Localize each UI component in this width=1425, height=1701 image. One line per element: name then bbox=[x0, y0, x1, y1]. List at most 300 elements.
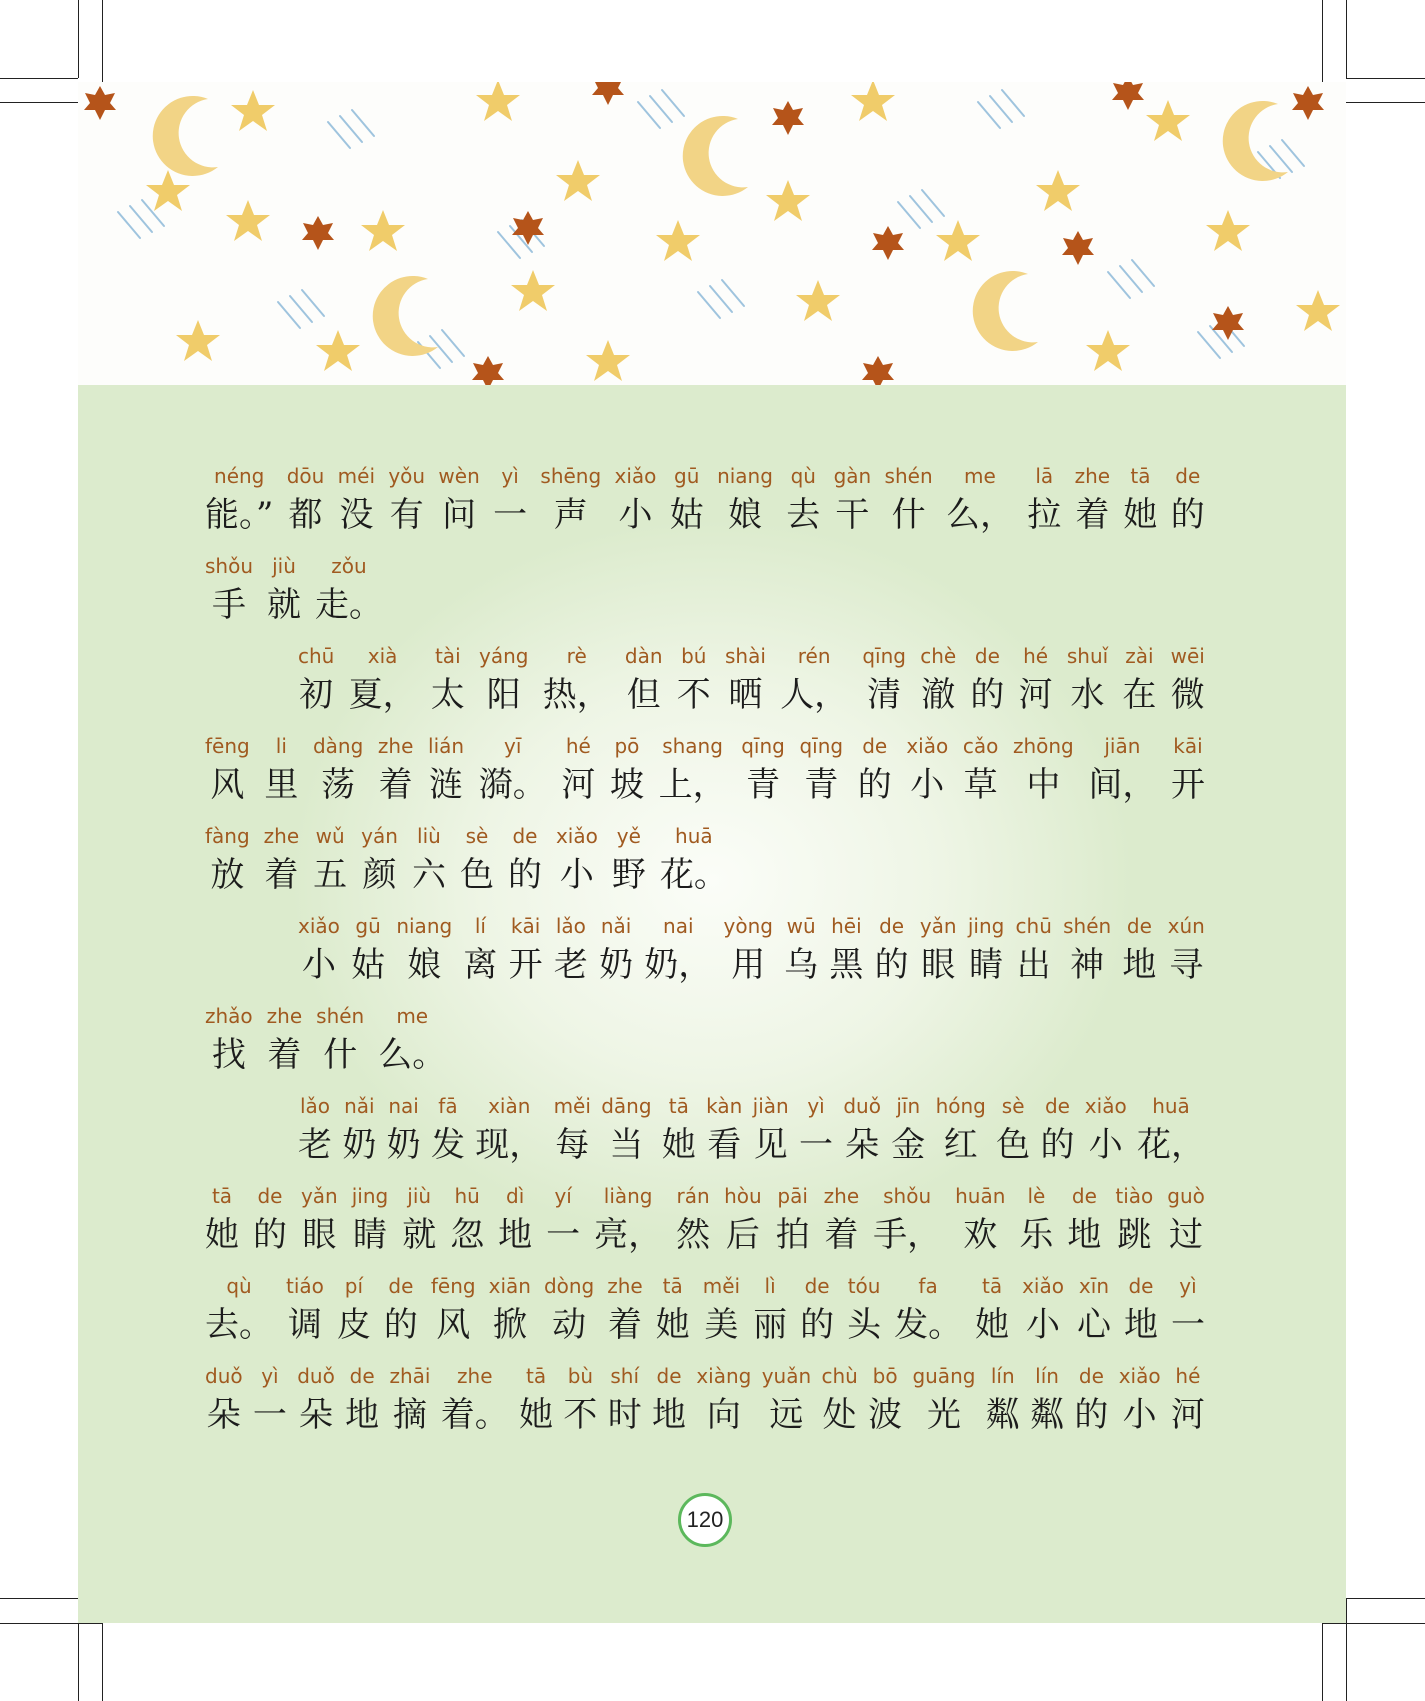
pinyin: wǔ bbox=[315, 824, 345, 848]
character-unit bbox=[608, 1362, 642, 1440]
hanzi: 里 bbox=[264, 765, 299, 805]
pinyin: jiù bbox=[272, 554, 296, 578]
hanzi: 声 bbox=[553, 495, 588, 535]
pinyin: zhe bbox=[263, 824, 300, 848]
character-unit bbox=[345, 1362, 379, 1440]
pinyin: xiǎo bbox=[1022, 1274, 1064, 1298]
hanzi: 上， bbox=[658, 765, 727, 805]
character-unit bbox=[784, 912, 818, 990]
pinyin: méi bbox=[337, 464, 375, 488]
pinyin: dì bbox=[506, 1184, 525, 1208]
pinyin: lā bbox=[1035, 464, 1054, 488]
character-unit bbox=[1167, 1182, 1205, 1260]
pinyin: qīng bbox=[799, 734, 844, 758]
character-unit bbox=[361, 822, 398, 900]
pinyin: de bbox=[1078, 1364, 1104, 1388]
character-unit bbox=[936, 1092, 986, 1170]
hanzi: 光 bbox=[926, 1395, 961, 1435]
pinyin: hé bbox=[1175, 1364, 1201, 1388]
pinyin: xīn bbox=[1078, 1274, 1109, 1298]
character-unit bbox=[540, 462, 601, 540]
hanzi: 的 bbox=[1170, 495, 1205, 535]
pinyin: dōu bbox=[286, 464, 325, 488]
pinyin: liàng bbox=[603, 1184, 653, 1208]
hanzi: 什 bbox=[891, 495, 926, 535]
hanzi: 微 bbox=[1170, 675, 1205, 715]
character-unit bbox=[313, 822, 347, 900]
crop-mark bbox=[1322, 1623, 1323, 1701]
pinyin: jiàn bbox=[752, 1094, 789, 1118]
character-unit bbox=[378, 732, 413, 810]
character-unit bbox=[800, 1272, 834, 1350]
pinyin: tiào bbox=[1115, 1184, 1154, 1208]
character-unit bbox=[342, 1092, 376, 1170]
character-unit bbox=[963, 732, 999, 810]
character-unit bbox=[1067, 1182, 1101, 1260]
pinyin: lì bbox=[764, 1274, 776, 1298]
hanzi: 澈 bbox=[921, 675, 956, 715]
pinyin: lí bbox=[474, 914, 486, 938]
hanzi: 时 bbox=[607, 1395, 642, 1435]
character-unit bbox=[843, 1092, 881, 1170]
character-unit bbox=[1067, 642, 1108, 720]
character-unit bbox=[1016, 912, 1052, 990]
hanzi: 花。 bbox=[659, 855, 728, 895]
hanzi: 着 bbox=[824, 1215, 859, 1255]
character-unit bbox=[696, 1362, 751, 1440]
character-unit bbox=[786, 462, 820, 540]
pinyin: zài bbox=[1125, 644, 1154, 668]
hanzi: 一 bbox=[546, 1215, 581, 1255]
hanzi: 朵 bbox=[206, 1395, 241, 1435]
hanzi: 出 bbox=[1016, 945, 1051, 985]
character-unit bbox=[873, 1182, 941, 1260]
hanzi: 她 bbox=[975, 1305, 1010, 1345]
character-unit bbox=[493, 462, 527, 540]
hanzi: 调 bbox=[287, 1305, 322, 1345]
character-unit bbox=[906, 732, 948, 810]
hanzi: 有 bbox=[389, 495, 424, 535]
pinyin: fàng bbox=[205, 824, 250, 848]
hanzi: 找 bbox=[211, 1035, 246, 1075]
character-unit bbox=[1027, 462, 1061, 540]
character-unit bbox=[543, 642, 611, 720]
character-unit bbox=[612, 822, 646, 900]
character-unit bbox=[298, 912, 340, 990]
character-unit bbox=[463, 912, 497, 990]
pinyin: chù bbox=[821, 1364, 858, 1388]
hanzi: 睛 bbox=[352, 1215, 387, 1255]
hanzi: 就 bbox=[402, 1215, 437, 1255]
hanzi: 六 bbox=[411, 855, 446, 895]
hanzi: 的 bbox=[800, 1305, 835, 1345]
pinyin: hū bbox=[454, 1184, 480, 1208]
pinyin: de bbox=[974, 644, 1000, 668]
character-unit bbox=[205, 1002, 253, 1080]
character-unit bbox=[431, 1272, 476, 1350]
pinyin: tā bbox=[526, 1364, 547, 1388]
hanzi: 金 bbox=[891, 1125, 926, 1165]
text-line bbox=[205, 1272, 1205, 1350]
hanzi: 发 bbox=[430, 1125, 465, 1165]
hanzi: 着 bbox=[267, 1035, 302, 1075]
pinyin: bù bbox=[567, 1364, 594, 1388]
character-unit bbox=[824, 1182, 859, 1260]
hanzi: 水 bbox=[1070, 675, 1105, 715]
character-unit bbox=[396, 912, 452, 990]
character-unit bbox=[1085, 1092, 1127, 1170]
character-unit bbox=[287, 462, 325, 540]
character-unit bbox=[351, 912, 385, 990]
pinyin: hóng bbox=[935, 1094, 986, 1118]
hanzi: 地 bbox=[1122, 945, 1157, 985]
pinyin: xiǎo bbox=[614, 464, 657, 488]
character-unit bbox=[1022, 1272, 1064, 1350]
character-unit bbox=[338, 462, 375, 540]
pinyin: de bbox=[1071, 1184, 1097, 1208]
pinyin: cǎo bbox=[962, 734, 999, 758]
hanzi: 小 bbox=[301, 945, 336, 985]
pinyin: tā bbox=[662, 1274, 683, 1298]
pinyin: xiǎo bbox=[298, 914, 340, 938]
pinyin: wèn bbox=[438, 464, 480, 488]
hanzi: 着。 bbox=[440, 1395, 509, 1435]
hanzi: 的 bbox=[1074, 1395, 1109, 1435]
hanzi: 拍 bbox=[775, 1215, 810, 1255]
decorative-banner bbox=[78, 82, 1346, 385]
pinyin: de bbox=[1128, 1274, 1154, 1298]
text-line bbox=[205, 552, 1205, 630]
hanzi: 青 bbox=[804, 765, 839, 805]
pinyin: shài bbox=[725, 644, 766, 668]
hanzi: 热， bbox=[542, 675, 611, 715]
character-unit bbox=[946, 462, 1014, 540]
pinyin: dāng bbox=[601, 1094, 652, 1118]
pinyin: shuǐ bbox=[1066, 644, 1109, 668]
character-unit bbox=[725, 642, 766, 720]
pinyin: xiǎo bbox=[1084, 1094, 1127, 1118]
character-unit bbox=[316, 1002, 364, 1080]
character-unit bbox=[676, 1182, 710, 1260]
hanzi: 清 bbox=[867, 675, 902, 715]
pinyin: guāng bbox=[912, 1364, 976, 1388]
hanzi: 都 bbox=[288, 495, 323, 535]
character-unit bbox=[1171, 1272, 1205, 1350]
hanzi: 地 bbox=[1123, 1305, 1158, 1345]
hanzi: 的 bbox=[874, 945, 909, 985]
hanzi: 现， bbox=[475, 1125, 544, 1165]
character-unit bbox=[821, 1362, 857, 1440]
character-unit bbox=[706, 1092, 742, 1170]
character-unit bbox=[986, 1362, 1020, 1440]
pinyin: nǎi bbox=[600, 914, 632, 938]
hanzi: 初 bbox=[299, 675, 334, 715]
hanzi: 颜 bbox=[362, 855, 397, 895]
hanzi: 红 bbox=[943, 1125, 978, 1165]
character-unit bbox=[460, 822, 494, 900]
crop-mark bbox=[1322, 1623, 1425, 1624]
pinyin: shēng bbox=[540, 464, 602, 488]
hanzi: 奶 bbox=[386, 1125, 421, 1165]
character-unit bbox=[205, 732, 250, 810]
pinyin: hé bbox=[1023, 644, 1049, 668]
pinyin: shǒu bbox=[883, 1184, 932, 1208]
pinyin: shang bbox=[662, 734, 723, 758]
hanzi: 在 bbox=[1122, 675, 1157, 715]
character-unit bbox=[753, 1092, 789, 1170]
hanzi: 没 bbox=[339, 495, 374, 535]
pinyin: kāi bbox=[1173, 734, 1203, 758]
pinyin: duǒ bbox=[205, 1364, 243, 1388]
hanzi: 老 bbox=[553, 945, 588, 985]
character-unit bbox=[659, 732, 727, 810]
character-unit bbox=[352, 1182, 388, 1260]
pinyin: yì bbox=[1179, 1274, 1197, 1298]
character-unit bbox=[1115, 1182, 1153, 1260]
hanzi: 着 bbox=[607, 1305, 642, 1345]
pinyin: měi bbox=[702, 1274, 741, 1298]
pinyin: wēi bbox=[1170, 644, 1205, 668]
hanzi: 娘 bbox=[407, 945, 442, 985]
pinyin: xiǎo bbox=[1118, 1364, 1161, 1388]
hanzi: 心 bbox=[1076, 1305, 1111, 1345]
character-unit bbox=[847, 1272, 881, 1350]
hanzi: 忽 bbox=[450, 1215, 485, 1255]
crop-mark bbox=[102, 1623, 103, 1701]
character-unit bbox=[337, 1272, 371, 1350]
hanzi: 手， bbox=[873, 1215, 942, 1255]
pinyin: sè bbox=[1001, 1094, 1025, 1118]
hanzi: 河 bbox=[1018, 675, 1053, 715]
character-unit bbox=[554, 912, 588, 990]
pinyin: yì bbox=[501, 464, 519, 488]
hanzi: 奶 bbox=[342, 1125, 377, 1165]
pinyin: wū bbox=[786, 914, 816, 938]
character-unit bbox=[920, 912, 957, 990]
pinyin: duǒ bbox=[297, 1364, 335, 1388]
character-unit bbox=[561, 732, 595, 810]
pinyin: yě bbox=[616, 824, 641, 848]
character-unit bbox=[644, 912, 712, 990]
pinyin: nai bbox=[388, 1094, 419, 1118]
character-unit bbox=[762, 1362, 811, 1440]
hanzi: 着 bbox=[378, 765, 413, 805]
pinyin: jīn bbox=[896, 1094, 921, 1118]
character-unit bbox=[599, 912, 633, 990]
character-unit bbox=[834, 462, 872, 540]
hanzi: 去。 bbox=[205, 1305, 273, 1345]
character-unit bbox=[1168, 912, 1205, 990]
hanzi: 一 bbox=[252, 1395, 287, 1435]
character-unit bbox=[670, 462, 704, 540]
character-unit bbox=[1075, 462, 1110, 540]
crop-mark bbox=[1346, 78, 1425, 79]
pinyin: kàn bbox=[706, 1094, 743, 1118]
hanzi: 小 bbox=[618, 495, 653, 535]
hanzi: 草 bbox=[963, 765, 998, 805]
hanzi: 的 bbox=[1040, 1125, 1075, 1165]
pinyin: fēng bbox=[205, 734, 250, 758]
pinyin: yì bbox=[261, 1364, 279, 1388]
character-unit bbox=[1040, 1092, 1074, 1170]
crop-mark bbox=[78, 0, 79, 78]
crop-mark bbox=[0, 1623, 102, 1624]
character-unit bbox=[724, 912, 773, 990]
character-unit bbox=[1013, 732, 1074, 810]
pinyin: gū bbox=[674, 464, 700, 488]
pinyin: xià bbox=[367, 644, 398, 668]
hanzi: 眼 bbox=[302, 1215, 337, 1255]
character-unit bbox=[717, 462, 773, 540]
character-unit bbox=[891, 1092, 925, 1170]
pinyin: tā bbox=[668, 1094, 689, 1118]
hanzi: 开 bbox=[508, 945, 543, 985]
pinyin: de bbox=[349, 1364, 375, 1388]
character-unit bbox=[315, 552, 383, 630]
pinyin: hòu bbox=[724, 1184, 762, 1208]
character-unit bbox=[267, 1002, 302, 1080]
character-unit bbox=[298, 642, 334, 720]
hanzi: 地 bbox=[652, 1395, 687, 1435]
hanzi: 动 bbox=[552, 1305, 587, 1345]
hanzi: 五 bbox=[313, 855, 348, 895]
hanzi: 开 bbox=[1171, 765, 1205, 805]
pinyin: pō bbox=[614, 734, 640, 758]
pinyin: qīng bbox=[862, 644, 906, 668]
hanzi: 奶 bbox=[599, 945, 634, 985]
character-unit bbox=[554, 1092, 591, 1170]
pinyin: chū bbox=[298, 644, 335, 668]
pinyin: de bbox=[512, 824, 538, 848]
character-unit bbox=[428, 732, 464, 810]
pinyin: zhe bbox=[1074, 464, 1111, 488]
character-unit bbox=[313, 732, 363, 810]
pinyin: yì bbox=[807, 1094, 825, 1118]
character-unit bbox=[780, 642, 848, 720]
character-unit bbox=[509, 912, 543, 990]
character-unit bbox=[1124, 1272, 1158, 1350]
hanzi: 眼 bbox=[921, 945, 956, 985]
pinyin: xún bbox=[1167, 914, 1205, 938]
pinyin: me bbox=[964, 464, 996, 488]
pinyin: shí bbox=[610, 1364, 640, 1388]
crop-mark bbox=[1346, 1598, 1347, 1701]
character-unit bbox=[885, 462, 933, 540]
pinyin: jing bbox=[967, 914, 1005, 938]
hanzi: 每 bbox=[555, 1125, 590, 1165]
hanzi: 小 bbox=[1122, 1395, 1157, 1435]
pinyin: gū bbox=[355, 914, 381, 938]
hanzi: 晒 bbox=[728, 675, 763, 715]
hanzi: 娘 bbox=[727, 495, 762, 535]
hanzi: 丽 bbox=[753, 1305, 788, 1345]
hanzi: 花， bbox=[1137, 1125, 1205, 1165]
character-unit bbox=[724, 1182, 762, 1260]
hanzi: 朵 bbox=[845, 1125, 880, 1165]
page-number bbox=[678, 1493, 732, 1547]
pinyin: yòng bbox=[723, 914, 773, 938]
character-unit bbox=[656, 1272, 690, 1350]
pinyin: kāi bbox=[510, 914, 541, 938]
pinyin: tóu bbox=[847, 1274, 881, 1298]
character-unit bbox=[1137, 1092, 1205, 1170]
hanzi: 然 bbox=[676, 1215, 711, 1255]
character-unit bbox=[968, 912, 1004, 990]
hanzi: 欢 bbox=[963, 1215, 998, 1255]
pinyin: sè bbox=[465, 824, 489, 848]
pinyin: de bbox=[804, 1274, 830, 1298]
text-line bbox=[205, 732, 1205, 810]
crop-mark bbox=[1346, 1598, 1425, 1599]
character-unit bbox=[741, 732, 785, 810]
hanzi: 风 bbox=[210, 765, 245, 805]
hanzi: 野 bbox=[611, 855, 646, 895]
character-unit bbox=[875, 912, 909, 990]
character-unit bbox=[387, 1092, 421, 1170]
hanzi: 一 bbox=[799, 1125, 834, 1165]
hanzi: 问 bbox=[442, 495, 477, 535]
hanzi: 离 bbox=[463, 945, 498, 985]
hanzi: 她 bbox=[661, 1125, 696, 1165]
character-unit bbox=[662, 1092, 696, 1170]
hanzi: 她 bbox=[519, 1395, 554, 1435]
pinyin: xiǎo bbox=[555, 824, 598, 848]
pinyin: nǎi bbox=[344, 1094, 375, 1118]
hanzi: 她 bbox=[1123, 495, 1158, 535]
text-line bbox=[205, 462, 1205, 540]
pinyin: de bbox=[862, 734, 888, 758]
pinyin: shén bbox=[884, 464, 933, 488]
pinyin: bú bbox=[681, 644, 707, 668]
character-unit bbox=[975, 1272, 1009, 1350]
pinyin: de bbox=[388, 1274, 414, 1298]
hanzi: 不 bbox=[676, 675, 711, 715]
pinyin: hēi bbox=[831, 914, 862, 938]
hanzi: 什 bbox=[323, 1035, 358, 1075]
hanzi: 放 bbox=[210, 855, 245, 895]
character-unit bbox=[498, 1182, 532, 1260]
text-line bbox=[205, 1002, 1205, 1080]
character-unit bbox=[660, 822, 728, 900]
hanzi: 头 bbox=[847, 1305, 882, 1345]
hanzi: 见 bbox=[753, 1125, 788, 1165]
pinyin: bō bbox=[872, 1364, 898, 1388]
character-unit bbox=[1119, 1362, 1161, 1440]
pinyin: yǒu bbox=[388, 464, 426, 488]
hanzi: 就 bbox=[267, 585, 302, 625]
hanzi: 乐 bbox=[1019, 1215, 1054, 1255]
character-unit bbox=[301, 1182, 338, 1260]
character-unit bbox=[912, 1362, 975, 1440]
hanzi: 涟 bbox=[429, 765, 464, 805]
hanzi: 地 bbox=[498, 1215, 533, 1255]
pinyin: jiān bbox=[1104, 734, 1141, 758]
hanzi: 当 bbox=[609, 1125, 644, 1165]
hanzi: 色 bbox=[459, 855, 494, 895]
pinyin: de bbox=[1126, 914, 1152, 938]
pinyin: zhe bbox=[607, 1274, 643, 1298]
hanzi: 远 bbox=[769, 1395, 804, 1435]
character-unit bbox=[868, 1362, 902, 1440]
pinyin: fa bbox=[918, 1274, 938, 1298]
hanzi: 发。 bbox=[894, 1305, 963, 1345]
character-unit bbox=[1171, 1362, 1205, 1440]
character-unit bbox=[1122, 642, 1156, 720]
pinyin: jing bbox=[351, 1184, 389, 1208]
hanzi: 跳 bbox=[1117, 1215, 1152, 1255]
hanzi: 着 bbox=[264, 855, 299, 895]
character-unit bbox=[776, 1182, 810, 1260]
